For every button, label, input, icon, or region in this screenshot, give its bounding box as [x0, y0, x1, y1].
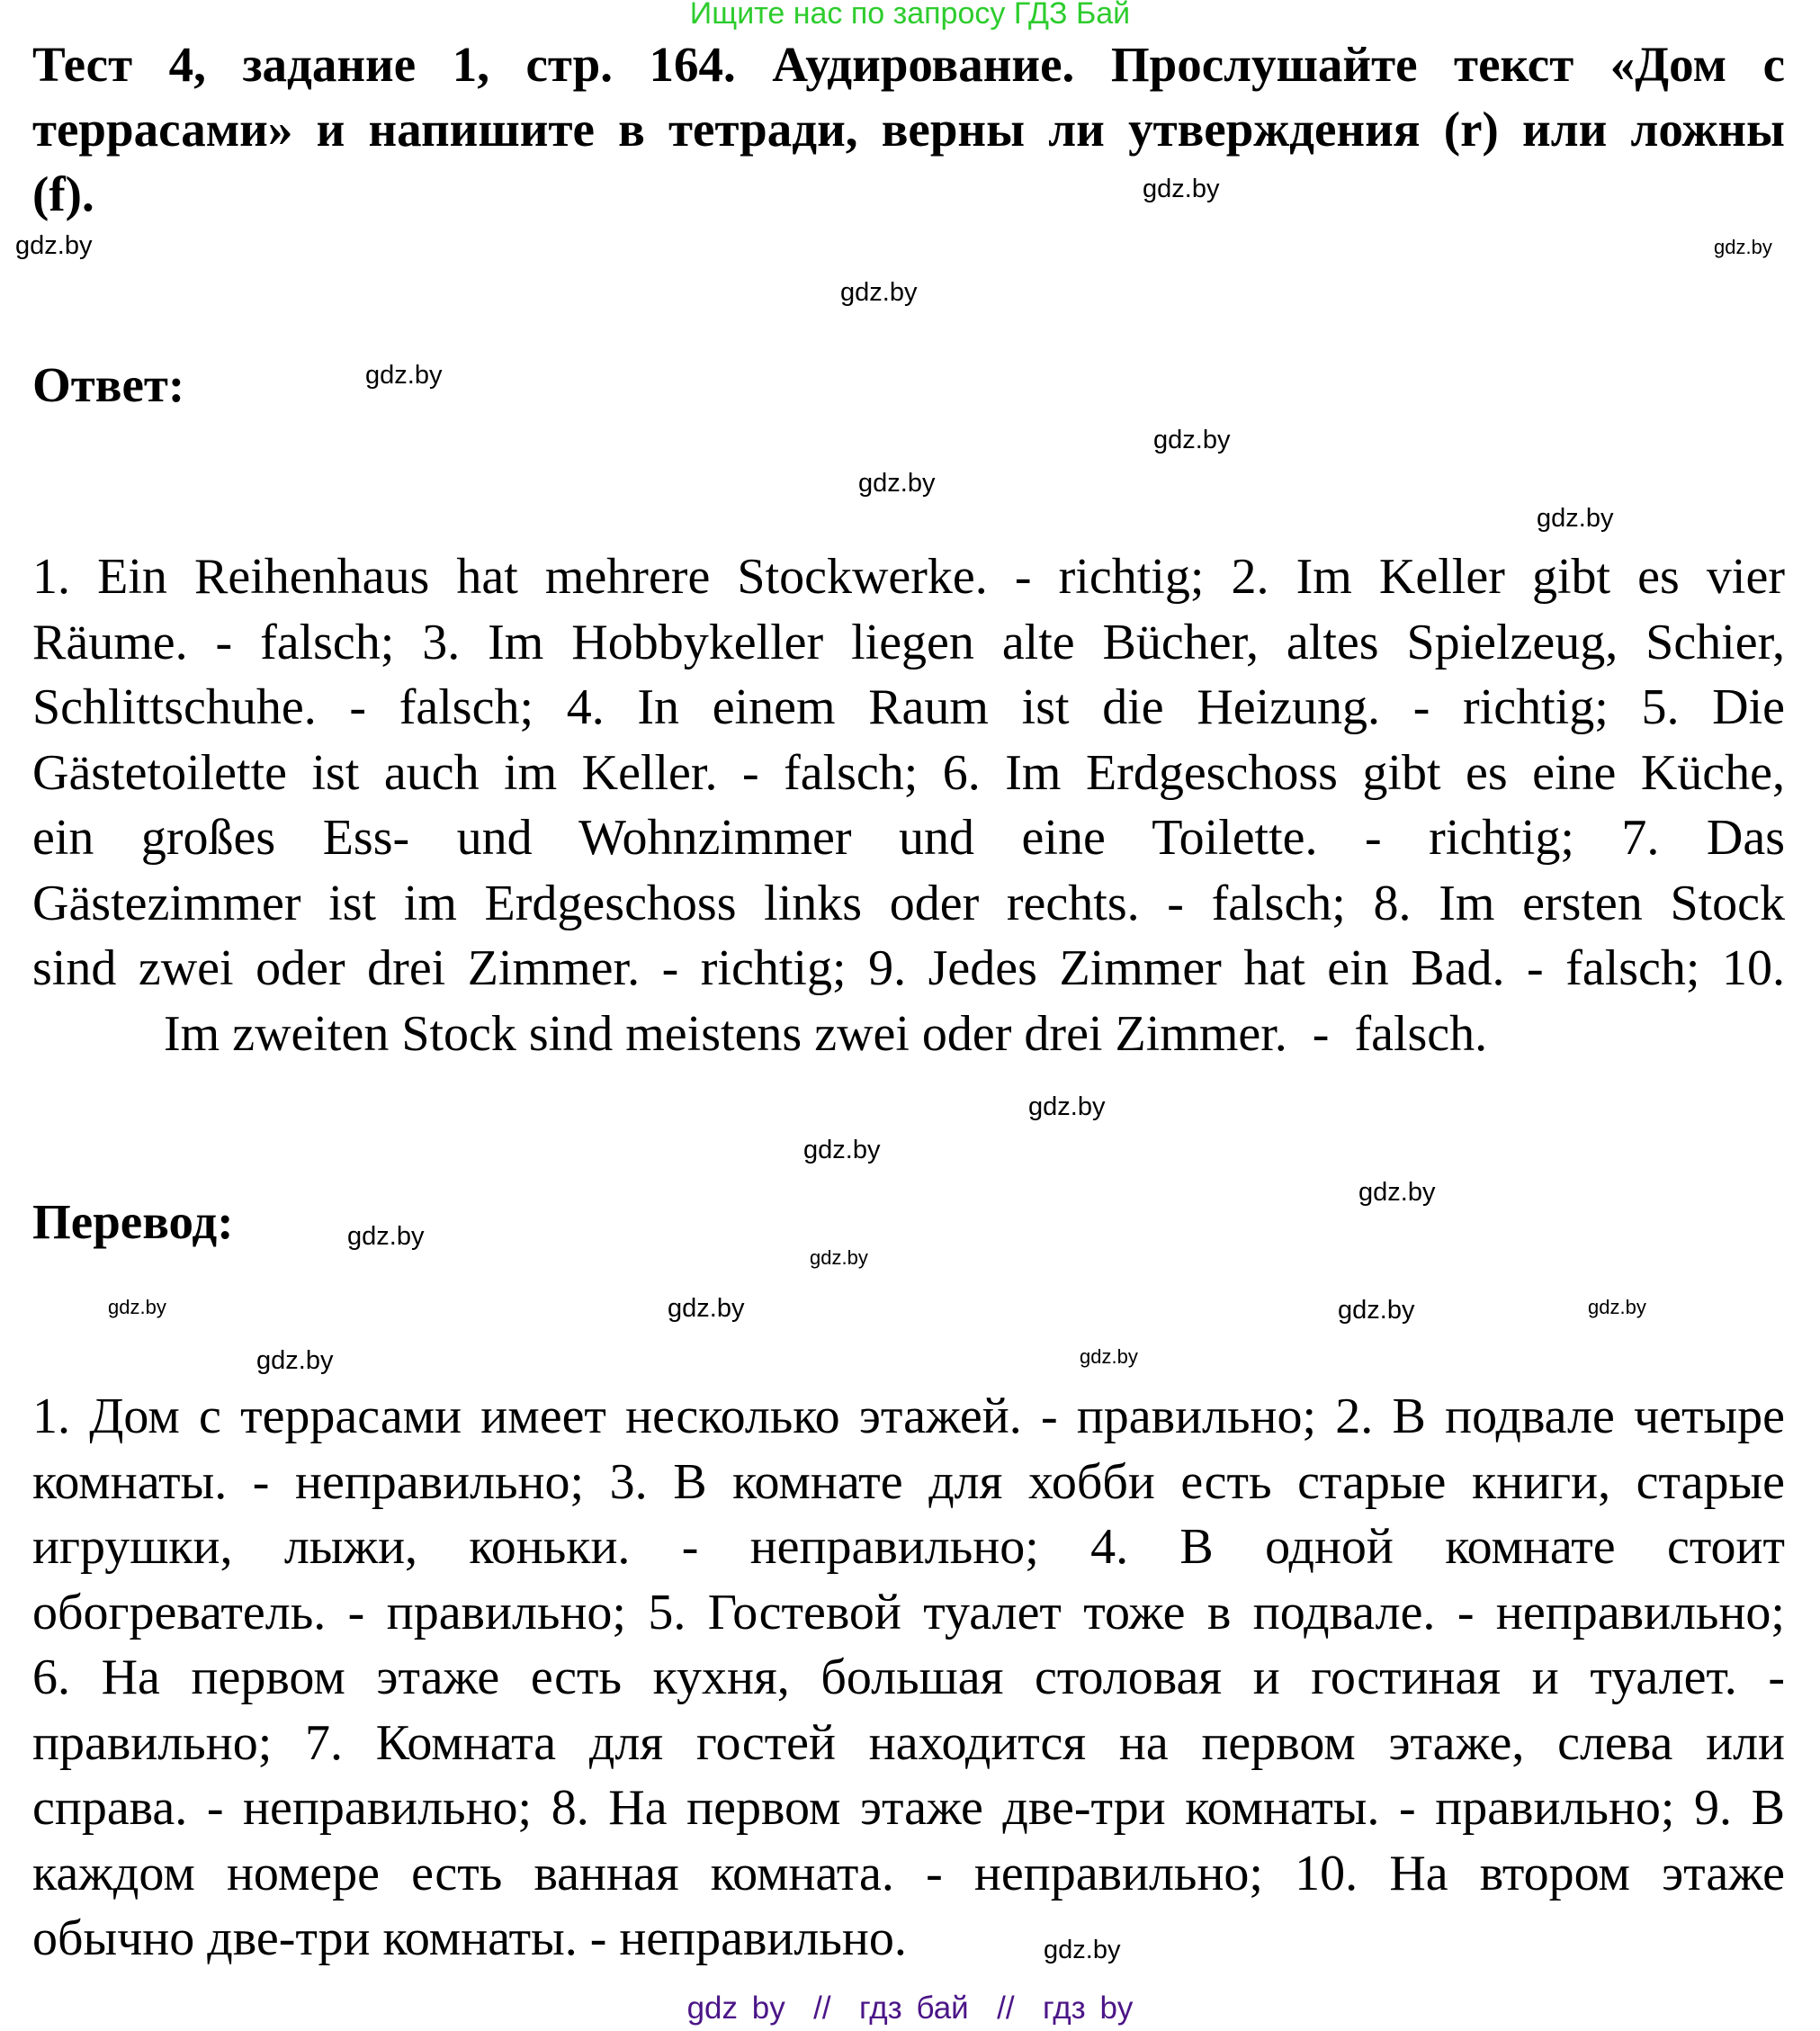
watermark: gdz.by: [15, 231, 93, 260]
answer-paragraph: [32, 544, 1785, 1066]
task-title: [32, 32, 1785, 227]
translation-heading: Перевод:: [32, 1194, 234, 1249]
title-line: террасами» и напишите в тетради, верны ли утверждения (r) или ложны: [32, 102, 1785, 157]
translation-line: справа. - неправильно; 8. На первом этаже две-три комнаты. - правильно; 9. В: [32, 1780, 1785, 1836]
answer-heading: Ответ:: [32, 357, 185, 412]
answer-line: Gästetoilette ist auch im Keller. - falsch; 6. Im Erdgeschoss gibt es eine Küche,: [32, 744, 1785, 801]
watermark: gdz.by: [1044, 1936, 1121, 1964]
translation-line: комнаты. - неправильно; 3. В комнате для хобби есть старые книги, старые: [32, 1453, 1785, 1510]
bottom-links-banner[interactable]: gdz by // гдз бай // гдз by: [686, 1991, 1134, 2026]
title-line: Тест 4, задание 1, стр. 164. Аудирование. Прослушайте текст «Дом с: [32, 37, 1785, 92]
watermark: gdz.by: [1358, 1178, 1436, 1207]
watermark: gdz.by: [1153, 426, 1231, 454]
translation-line: каждом номере есть ванная комната. - неправильно; 10. На втором этаже: [32, 1845, 1785, 1901]
answer-line: sind zwei oder drei Zimmer. - richtig; 9. Jedes Zimmer hat ein Bad. - falsch; 10.: [32, 940, 1785, 996]
top-search-banner: Ищите нас по запросу ГДЗ Бай: [689, 0, 1131, 31]
watermark: gdz.by: [810, 1246, 868, 1269]
watermark: gdz.by: [1143, 175, 1220, 203]
watermark: gdz.by: [858, 469, 936, 498]
watermark: gdz.by: [1338, 1296, 1415, 1325]
watermark: gdz.by: [1028, 1092, 1106, 1121]
watermark: gdz.by: [108, 1296, 166, 1318]
translation-line: 6. На первом этаже есть кухня, большая столовая и гостиная и туалет. -: [32, 1649, 1785, 1705]
watermark: gdz.by: [1537, 504, 1614, 533]
answer-line: Im zweiten Stock sind meistens zwei oder drei Zimmer. - falsch.: [164, 1005, 1488, 1062]
answer-line: Räume. - falsch; 3. Im Hobbykeller liegen alte Bücher, altes Spielzeug, Schier,: [32, 614, 1785, 670]
translation-line: правильно; 7. Комната для гостей находится на первом этаже, слева или: [32, 1714, 1785, 1771]
watermark: gdz.by: [668, 1294, 745, 1323]
watermark: gdz.by: [1588, 1296, 1646, 1318]
translation-line: обычно две-три комнаты. - неправильно.: [32, 1910, 907, 1966]
watermark: gdz.by: [1714, 236, 1772, 258]
watermark: gdz.by: [365, 361, 443, 390]
watermark: gdz.by: [1080, 1345, 1138, 1368]
answer-line: Gästezimmer ist im Erdgeschoss links oder rechts. - falsch; 8. Im ersten Stock: [32, 875, 1785, 931]
watermark: gdz.by: [347, 1222, 425, 1251]
watermark: gdz.by: [803, 1136, 881, 1164]
title-line: (f).: [32, 166, 94, 221]
answer-line: Schlittschuhe. - falsch; 4. In einem Raum ist die Heizung. - richtig; 5. Die: [32, 679, 1785, 735]
watermark: gdz.by: [840, 278, 918, 307]
answer-line: ein großes Ess- und Wohnzimmer und eine Toilette. - richtig; 7. Das: [32, 810, 1785, 866]
translation-paragraph: [32, 1384, 1785, 1972]
answer-line: 1. Ein Reihenhaus hat mehrere Stockwerke. - richtig; 2. Im Keller gibt es vier: [32, 549, 1785, 605]
translation-line: обогреватель. - правильно; 5. Гостевой туалет тоже в подвале. - неправильно;: [32, 1584, 1785, 1640]
translation-line: 1. Дом с террасами имеет несколько этажей. - правильно; 2. В подвале четыре: [32, 1388, 1785, 1444]
translation-line: игрушки, лыжи, коньки. - неправильно; 4. В одной комнате стоит: [32, 1519, 1785, 1575]
watermark: gdz.by: [256, 1346, 334, 1375]
